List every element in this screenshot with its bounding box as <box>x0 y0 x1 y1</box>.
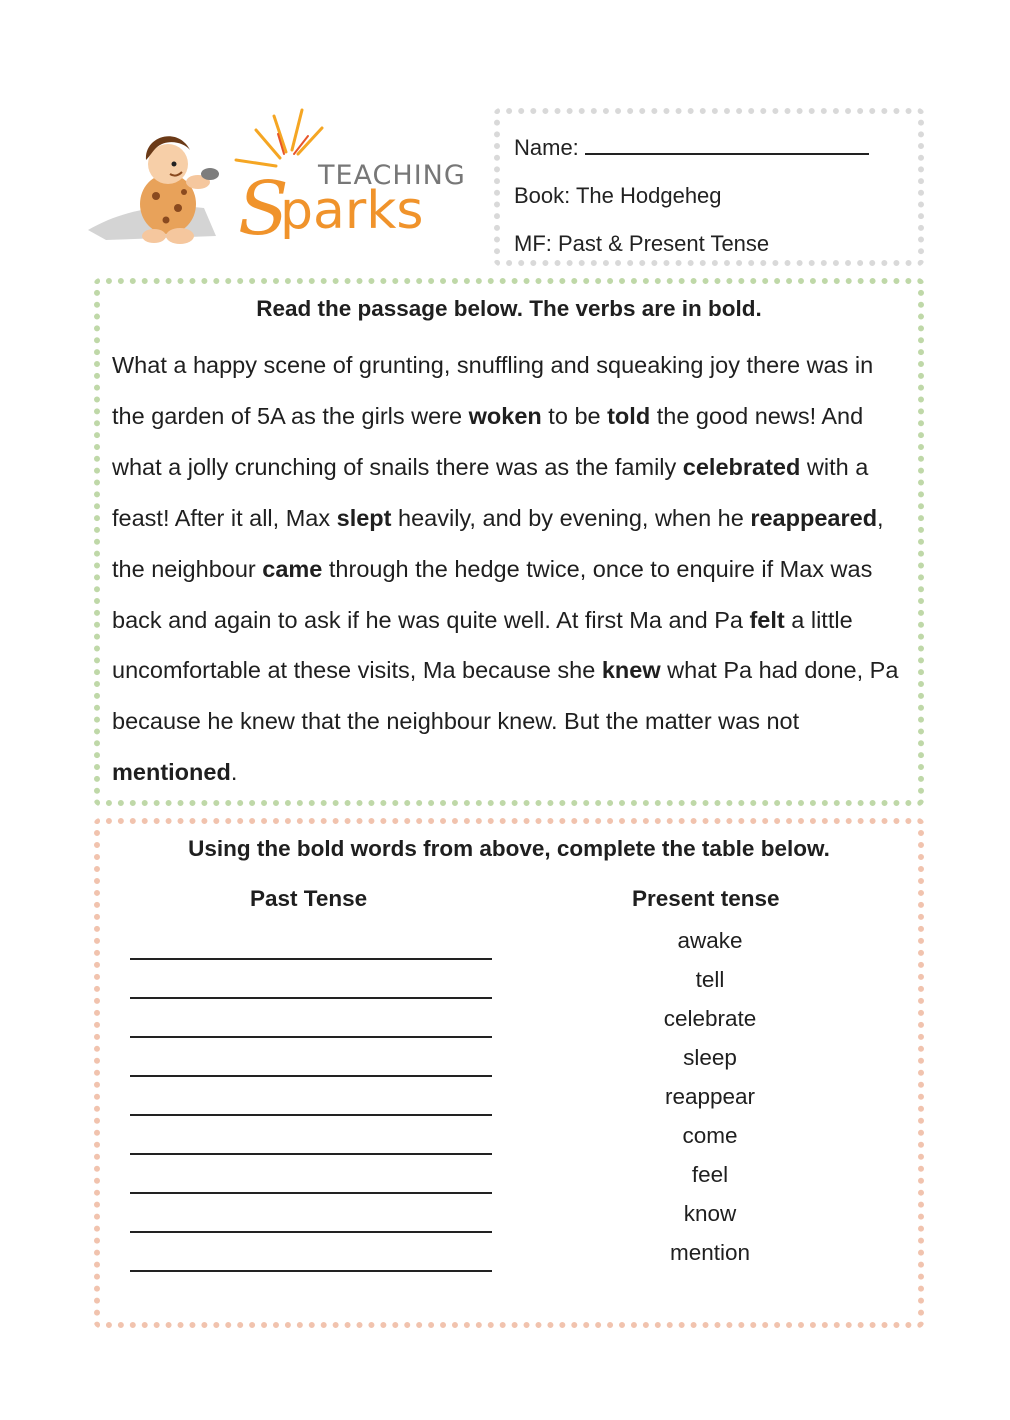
bold-verb: mentioned <box>112 759 231 786</box>
passage-text <box>112 340 902 798</box>
passage-box <box>94 278 924 806</box>
logo-graphic <box>86 108 466 258</box>
passage-segment: a little uncomfortable at these visits, Ma because she <box>112 606 853 684</box>
bold-verb: woken <box>468 402 542 429</box>
bold-verb: knew <box>601 657 661 684</box>
present-tense-word: feel <box>691 1162 729 1187</box>
teaching-sparks-logo <box>86 108 466 258</box>
past-tense-blank[interactable] <box>130 1153 492 1155</box>
passage-segment: to be <box>541 402 608 429</box>
past-tense-blank[interactable] <box>130 1270 492 1272</box>
logo-teaching-text: TEACHING <box>318 160 466 191</box>
present-tense-word: know <box>683 1201 737 1226</box>
table-row <box>100 924 918 963</box>
bold-verb: reappeared <box>750 504 878 531</box>
present-tense-word: tell <box>695 967 725 992</box>
passage-segment: the good news! And what a jolly crunching of snails there was as the family <box>112 402 864 480</box>
book-line: Book: The Hodgeheg <box>514 183 722 208</box>
present-tense-word: celebrate <box>663 1006 757 1031</box>
table-row <box>100 1119 918 1158</box>
passage-heading: Read the passage below. The verbs are in bold. <box>256 296 762 321</box>
logo-sparks-s: S <box>238 166 289 252</box>
bold-verb: slept <box>336 504 392 531</box>
mf-line: MF: Past & Present Tense <box>514 231 770 256</box>
past-tense-blank[interactable] <box>130 997 492 999</box>
present-tense-word: reappear <box>664 1084 756 1109</box>
passage-segment: . <box>230 759 238 786</box>
past-tense-header: Past Tense <box>250 886 368 911</box>
passage-segment: , the neighbour <box>112 504 884 582</box>
bold-verb: told <box>607 402 651 429</box>
passage-segment: What a happy scene of grunting, snuffling and squeaking joy there was in the garden of 5A as the girls were <box>112 352 874 429</box>
table-row <box>100 1197 918 1236</box>
name-blank[interactable] <box>585 131 869 155</box>
past-tense-blank[interactable] <box>130 1036 492 1038</box>
passage-segment: what Pa had done, Pa because he knew that the neighbour knew. But the matter was not <box>112 657 899 735</box>
name-line <box>514 124 904 172</box>
table-row <box>100 1080 918 1119</box>
passage-segment: through the hedge twice, once to enquire if Max was back and again to ask if he was quite well. At first Ma and Pa <box>112 555 873 633</box>
passage-segment: with a feast! After it all, Max <box>112 453 869 531</box>
present-tense-word: sleep <box>683 1045 737 1070</box>
past-tense-blank[interactable] <box>130 1231 492 1233</box>
table-heading: Using the bold words from above, complete the table below. <box>188 836 830 861</box>
present-tense-word: come <box>682 1123 738 1148</box>
tense-rows <box>100 924 918 1275</box>
table-row <box>100 1002 918 1041</box>
tense-table-box <box>94 818 924 1328</box>
student-info-box <box>494 108 924 266</box>
past-tense-blank[interactable] <box>130 1075 492 1077</box>
table-row <box>100 1041 918 1080</box>
logo-sparks-text: parks <box>280 181 424 241</box>
present-tense-word: mention <box>669 1240 751 1265</box>
past-tense-blank[interactable] <box>130 958 492 960</box>
present-tense-header: Present tense <box>632 886 780 911</box>
bold-verb: felt <box>749 606 785 633</box>
table-row <box>100 1236 918 1275</box>
table-row <box>100 1158 918 1197</box>
bold-verb: came <box>262 555 323 582</box>
passage-segment: heavily, and by evening, when he <box>391 504 751 531</box>
present-tense-word: awake <box>677 928 743 953</box>
past-tense-blank[interactable] <box>130 1192 492 1194</box>
bold-verb: celebrated <box>682 453 801 480</box>
past-tense-blank[interactable] <box>130 1114 492 1116</box>
name-label: Name: <box>514 135 579 160</box>
table-row <box>100 963 918 1002</box>
